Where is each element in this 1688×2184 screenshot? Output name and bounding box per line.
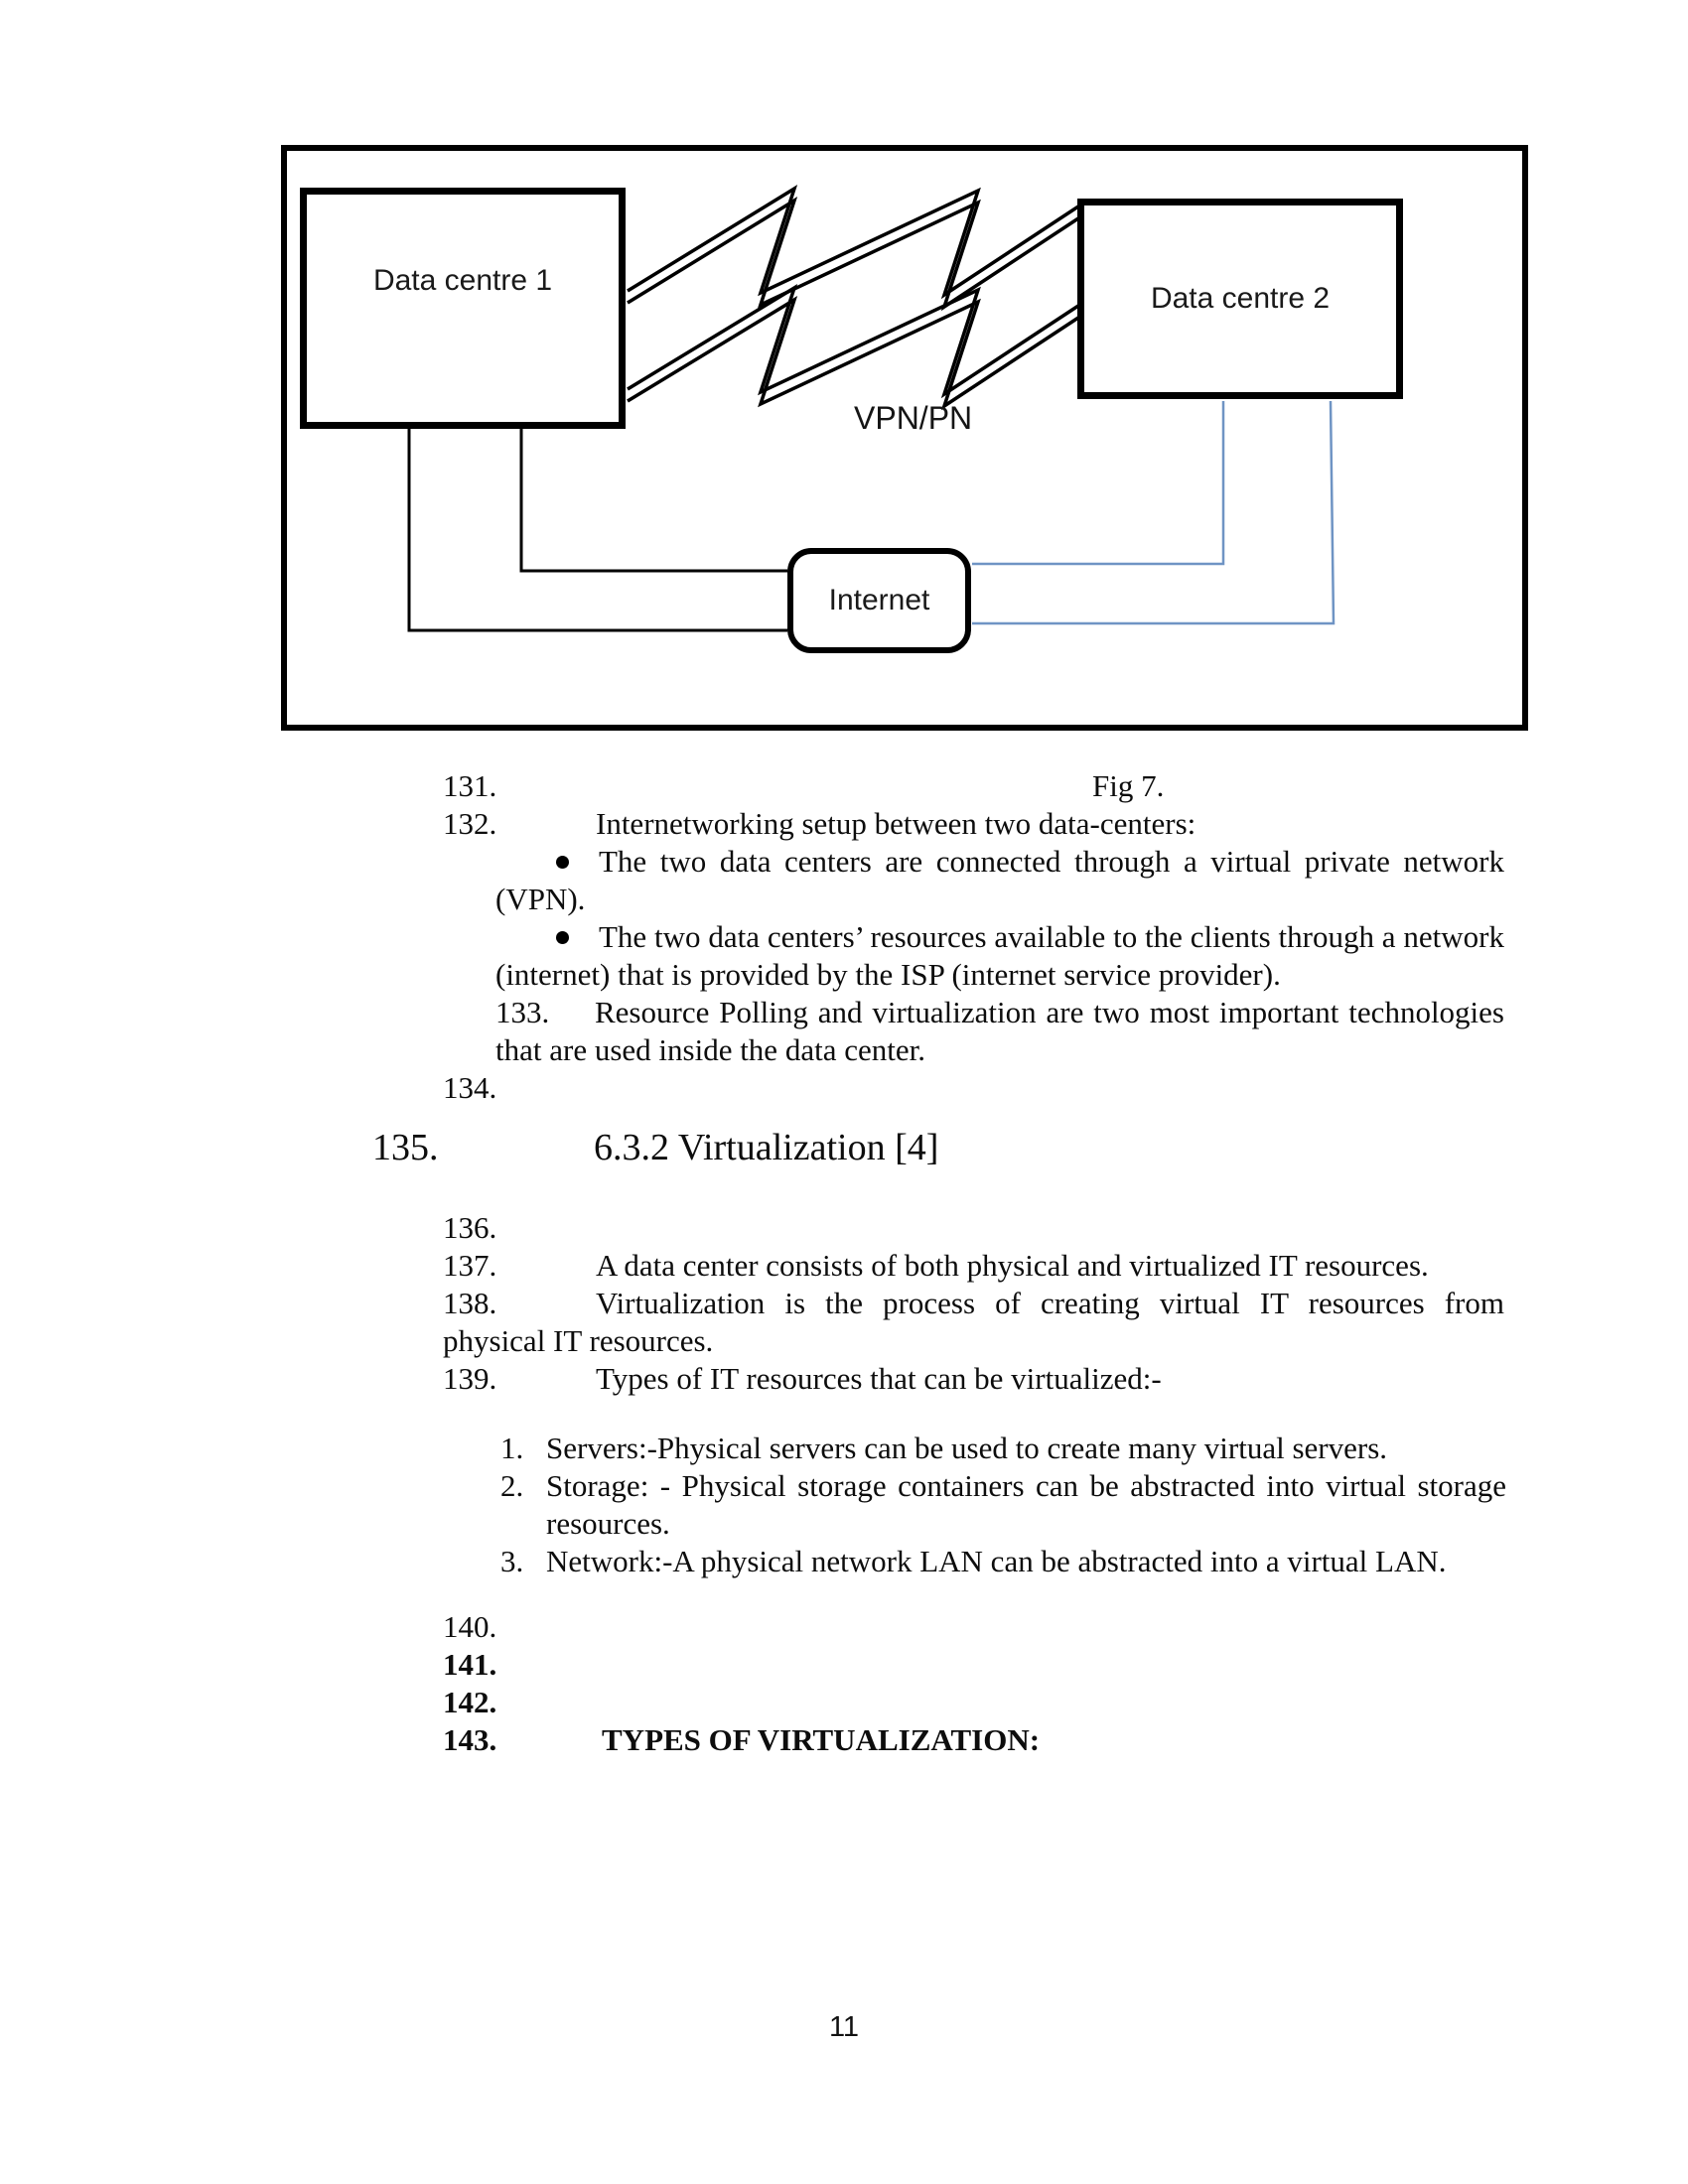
heading-number: 135. — [372, 1127, 439, 1168]
figure-caption: Fig 7. — [1092, 768, 1165, 803]
line-132-text: Internetworking setup between two data-centers: — [596, 806, 1196, 841]
line-134-number: 134. — [443, 1070, 497, 1105]
list-item-3 — [500, 1543, 1446, 1580]
line-140-number: 140. — [443, 1609, 497, 1644]
bullet-2-text: The two data centers’ resources available to the clients through a network — [599, 919, 1504, 954]
line-143-number: 143. — [443, 1722, 497, 1757]
bullet-2-continuation: (internet) that is provided by the ISP (internet service provider). — [495, 957, 1281, 992]
section-heading — [372, 1125, 938, 1170]
line-141-number: 141. — [443, 1647, 497, 1682]
line-133-number: 133. — [495, 995, 550, 1029]
list-item-1-number: 1. — [500, 1431, 524, 1465]
list-item-2-number: 2. — [500, 1468, 524, 1503]
list-item-3-text: Network:-A physical network LAN can be abstracted into a virtual LAN. — [546, 1544, 1447, 1578]
internet-label: Internet — [828, 584, 930, 616]
bullet-1-text: The two data centers are connected through a virtual private network — [599, 844, 1504, 879]
line-138-number: 138. — [443, 1286, 497, 1320]
line-139-text: Types of IT resources that can be virtualized:- — [596, 1361, 1162, 1396]
line-132 — [443, 805, 1196, 843]
data-centre-2-label: Data centre 2 — [1150, 282, 1331, 315]
line-138-continuation: physical IT resources. — [443, 1323, 714, 1358]
data-centre-1-label: Data centre 1 — [372, 263, 553, 297]
line-133-text: Resource Polling and virtualization are two most important technologies — [595, 995, 1504, 1029]
data-centre-2-box — [1077, 199, 1403, 399]
line-131-number: 131. — [443, 768, 497, 803]
list-item-1 — [500, 1430, 1387, 1467]
internet-box — [787, 548, 971, 653]
vpn-pn-label: VPN/PN — [854, 400, 973, 436]
line-139-number: 139. — [443, 1361, 497, 1396]
line-132-number: 132. — [443, 806, 497, 841]
bullet-icon — [556, 856, 569, 869]
heading-text: 6.3.2 Virtualization [4] — [594, 1127, 939, 1168]
bullet-icon — [556, 931, 569, 944]
line-133-continuation: that are used inside the data center. — [495, 1032, 925, 1067]
line-138-text: Virtualization is the process of creating virtual IT resources from — [596, 1286, 1504, 1320]
line-137-text: A data center consists of both physical and virtualized IT resources. — [596, 1248, 1429, 1283]
line-139 — [443, 1360, 1162, 1398]
line-143-text: TYPES OF VIRTUALIZATION: — [602, 1722, 1041, 1757]
line-137 — [443, 1247, 1429, 1285]
line-142-number: 142. — [443, 1685, 497, 1719]
line-143 — [443, 1721, 1040, 1759]
list-item-1-text: Servers:-Physical servers can be used to create many virtual servers. — [546, 1431, 1388, 1465]
line-136-number: 136. — [443, 1210, 497, 1245]
page-number: 11 — [828, 2011, 860, 2043]
list-item-2-continuation: resources. — [546, 1506, 670, 1541]
line-137-number: 137. — [443, 1248, 497, 1283]
data-centre-1-box — [300, 188, 626, 429]
list-item-2-text: Storage: - Physical storage containers can be abstracted into virtual storage — [546, 1468, 1506, 1503]
bullet-1-continuation: (VPN). — [495, 882, 586, 916]
list-item-3-number: 3. — [500, 1544, 524, 1578]
